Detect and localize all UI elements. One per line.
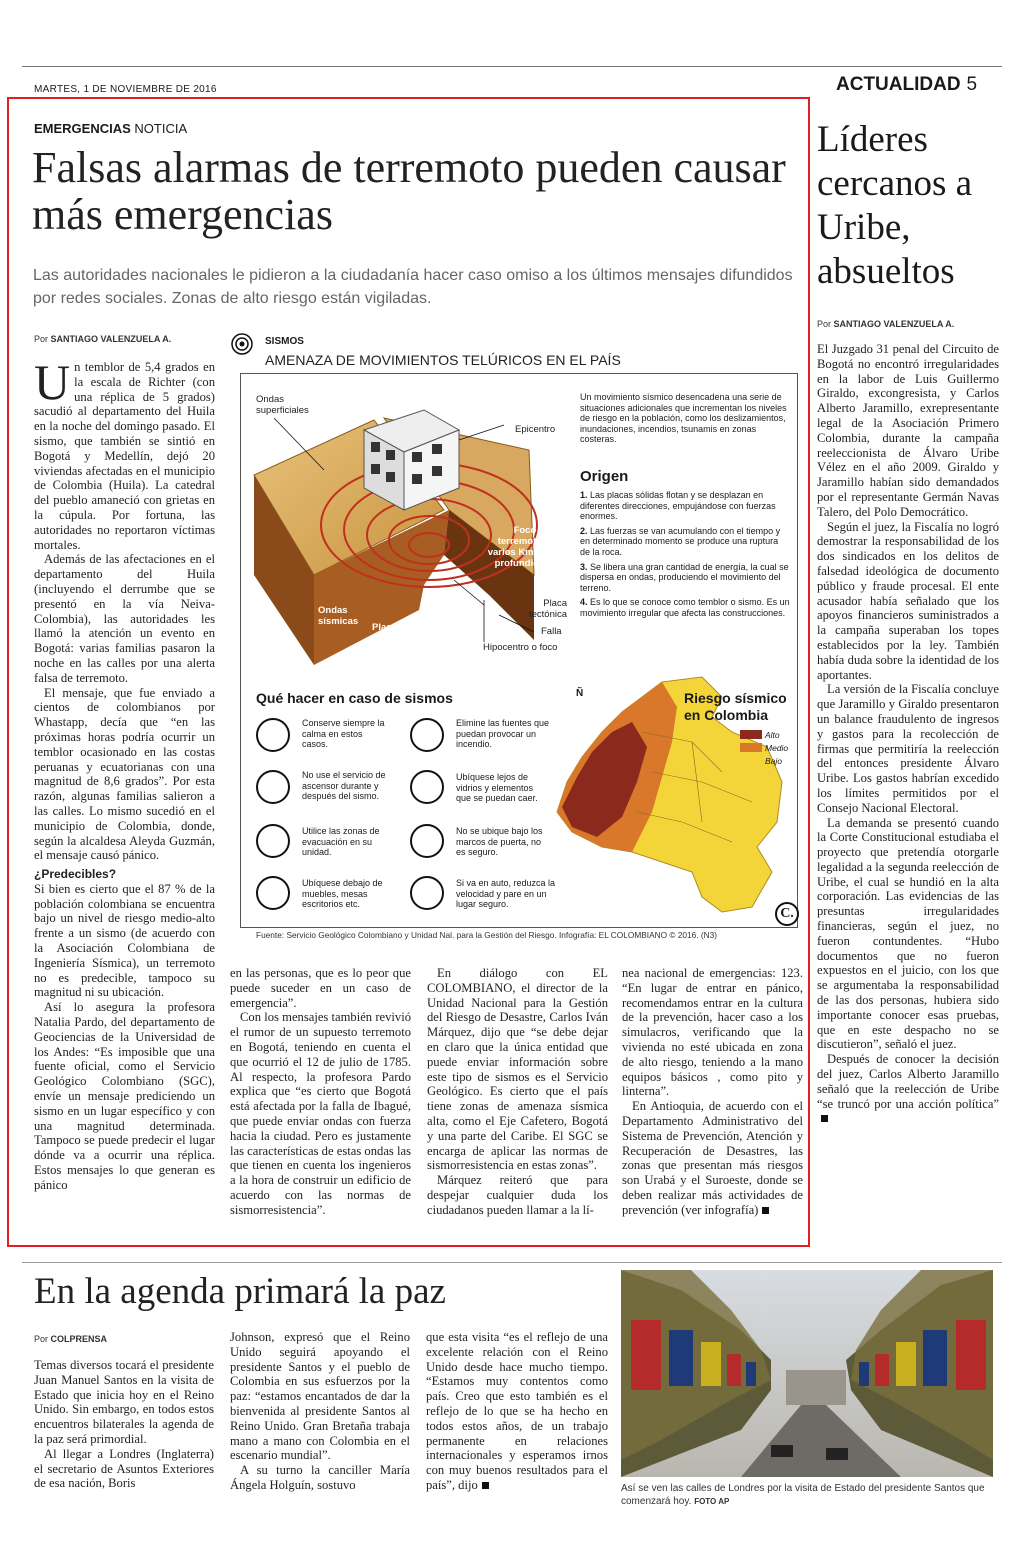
main-subhead: Las autoridades nacionales le pidieron a la ciudadanía hacer caso omiso a los últimos mensajes difundidos por redes sociales. Zonas de alto riesgo están vigiladas. [33, 267, 793, 307]
north-mark: Ñ [576, 688, 584, 699]
origen-num: 4. [580, 597, 588, 608]
label-ondas-sismicas: Ondas sísmicas [318, 605, 359, 627]
tip-8: Si va en auto, reduzca la velocidad y pare en un lugar seguro. [456, 878, 556, 910]
byline-prefix: Por [34, 334, 49, 344]
origen-item [580, 562, 790, 594]
label-hipocentro: Hipocentro o foco [483, 642, 558, 653]
que-hacer-title: Qué hacer en caso de sismos [256, 690, 453, 706]
bottom-col-3 [426, 1330, 608, 1493]
main-col-4 [622, 966, 803, 1218]
car-icon [410, 876, 444, 910]
bottom-col2-paragraph-1: Johnson, expresó que el Reino Unido seguirá apoyando el presidente Santos y el pueblo de Colombia en sus esfuerzos por la paz: “estamos encantados de dar la bienvenida al presidente Santos al Reino Unido. Gran Bretaña trabaja mano a mano con Colombia en el escenario mundial”. [230, 1330, 410, 1463]
bottom-col1-paragraph-1: Temas diversos tocará el presidente Juan Manuel Santos en la visita de Estado que inicia hoy en el Reino Unido. Sin embargo, en todos estos encuentros bilaterales la agenda de la paz será primordial. [34, 1358, 214, 1446]
evacuation-route-icon [256, 824, 290, 858]
main-col-1 [34, 354, 215, 1193]
col3-paragraph-1: En diálogo con EL COLOMBIANO, el director de la Unidad Nacional para la Gestión del Riesgo de Desastre, Carlos Iván Márquez, dijo que “se debe dejar en claro que la única entidad que puede enviar información sobre este tipo de sismos es el Servicio Geológico. Es cierto que el país tiene zonas de amenaza sísmica alta, como el Eje Cafetero, Bogotá y una parte del Caribe. El SGC se encarga de aplicar las normas de sismorresistencia en estas zonas”. [427, 966, 608, 1173]
legend-item-medio [740, 741, 788, 754]
side-body [817, 342, 999, 1126]
kicker-category: EMERGENCIAS [34, 121, 131, 136]
bottom-separator [22, 1262, 1002, 1263]
take-cover-icon [256, 876, 290, 910]
elevator-icon [256, 770, 290, 804]
gas-valve-icon [410, 718, 444, 752]
origen-num: 2. [580, 525, 588, 536]
section-header [836, 74, 977, 96]
end-mark-icon [762, 1207, 769, 1214]
byline-author: SANTIAGO VALENZUELA A. [50, 334, 172, 344]
legend-label: Medio [765, 742, 789, 753]
byline-author: SANTIAGO VALENZUELA A. [833, 319, 955, 329]
seismic-target-icon [231, 333, 253, 355]
tip-3: No use el servicio de ascensor durante y después del sismo. [302, 770, 386, 802]
col1-subtitle: ¿Predecibles? [34, 867, 117, 882]
infographic-title: AMENAZA DE MOVIMIENTOS TELÚRICOS EN EL PAÍS [265, 352, 621, 368]
london-street-photo [621, 1270, 993, 1477]
bottom-headline: En la agenda primará la paz [34, 1271, 446, 1312]
end-mark-icon [482, 1482, 489, 1489]
tip-6: No se ubique bajo los marcos de puerta, no es seguro. [456, 826, 543, 858]
bottom-col2-paragraph-2: A su turno la canciller María Ángela Holguín, sostuvo [230, 1463, 410, 1492]
infographic-source: Fuente: Servicio Geológico Colombiano y Unidad Nal. para la Gestión del Riesgo. Infografía: EL COLOMBIANO © 2016. (N3) [256, 930, 717, 940]
col4-paragraph-2: En Antioquia, de acuerdo con el Departamento Administrativo del Sistema de Prevención, Atención y Recuperación de Desastres, las zonas que presentan más riesgos son Urabá y el Suroeste, donde se deben realizar más actividades de prevención (ver infografía) [622, 1099, 803, 1217]
label-epicentro: Epicentro [515, 424, 556, 435]
legend-swatch [740, 743, 762, 752]
label-falla: Falla [541, 626, 562, 637]
infographic-label: SISMOS [265, 336, 304, 347]
drop-cap: U [34, 354, 71, 410]
el-colombiano-logo: C. [775, 902, 799, 926]
col2-paragraph-2: Con los mensajes también revivió el rumor de un supuesto terremoto en Bogotá, teniendo en cuenta el que ocurrió el 12 de julio de 1785. Al respecto, la profesora Pardo explica que “es cierto que Bogotá está afectada por la falla de Ibagué, que puede enviar ondas con fuerza hacia la ciudad. Pero es justamente las características de estas ondas las que tienen en cuenta los ingenieros a la hora de construir un edificio de acuerdo con las normas de sismorresistencia”. [230, 1010, 411, 1217]
col1-paragraph-2: Además de las afectaciones en el departamento del Huila (incluyendo el derrumbe que se presentó en la vía Neiva-Colombia), las autoridades les llamó la atención un evento en Bogotá: varias familias pasaron la noche en las calles por una alerta falsa de terremoto. [34, 552, 215, 685]
origen-text: Se libera una gran cantidad de energía, la cual se dispersa en ondas, produciendo el movimiento del terreno. [580, 561, 789, 593]
tip-4: Ubíquese lejos de vidrios y elementos que se puedan caer. [456, 772, 538, 804]
side-paragraph-2: Según el juez, la Fiscalía no logró demostrar la responsabilidad de los dos sindicados en los delitos de falsedad ideológica de documento público y fraude procesal. El ente acusador había señalado que los apoyos financieros suministrados a la campaña superaban los topes establecidos por la ley. También había duda sobre la identidad de los aportantes. [817, 519, 999, 682]
legend-item-alto [740, 728, 788, 741]
bottom-col1-paragraph-2: Al llegar a Londres (Inglaterra) el secretario de Asuntos Exteriores de esa nación, Boris [34, 1446, 214, 1491]
tip-7: Ubíquese debajo de muebles, mesas escritorios etc. [302, 878, 383, 910]
top-rule [22, 66, 1002, 67]
byline-prefix: Por [817, 319, 832, 329]
end-mark-icon [821, 1115, 828, 1122]
tip-5: Utilice las zonas de evacuación en su unidad. [302, 826, 380, 858]
caption-text: Así se ven las calles de Londres por la visita de Estado del presidente Santos que comenzará hoy. [621, 1483, 985, 1507]
kicker-type: NOTICIA [134, 121, 188, 136]
side-paragraph-1: El Juzgado 31 penal del Circuito de Bogotá no encontró irregularidades en la labor de Luis Guillermo Giraldo, excongresista, y Carlos Alberto Jaramillo, exrepresentante legal de la Asociación Primero Colombia, durante la campaña reeleccionista de Álvaro Uribe Vélez en el año 2009. Giraldo y Jaramillo habían sido demandados por el representante Germán Navas Talero, del Polo Democrático. [817, 342, 999, 519]
main-col-3 [427, 966, 608, 1218]
origen-text: Las fuerzas se van acumulando con el tiempo y en determinado momento se produce una ruptura de la roca. [580, 525, 781, 557]
page-number: 5 [966, 74, 978, 95]
bottom-col-2 [230, 1330, 410, 1493]
col2-paragraph-1: en las personas, que es lo peor que puede suceder en un caso de emergencia”. [230, 966, 411, 1010]
origen-item [580, 490, 790, 522]
map-title: Riesgo sísmico en Colombia [684, 690, 787, 723]
col1-paragraph-3: El mensaje, que fue enviado a cientos de colombianos por Whastapp, decía que “en las próximas horas podría ocurrir un temblor ocasionado en las costas peruanas y ecuatorianas con una magnitud de 8,6 grados”. Por esta razón, algunas familias salieron a las calles. Lo mismo sucedió en el municipio de Colombia, donde, según la alcaldesa Aleyda Guzmán, el mensaje causó pánico. [34, 685, 215, 863]
person-calm-icon [256, 718, 290, 752]
issue-date: MARTES, 1 DE NOVIEMBRE DE 2016 [34, 84, 217, 95]
origen-text: Es lo que se conoce como temblor o sismo. Es un movimiento irregular que afecta las construcciones. [580, 597, 790, 618]
origen-num: 3. [580, 561, 588, 572]
main-byline [34, 334, 171, 344]
origen-item [580, 526, 790, 558]
doorframe-icon [410, 824, 444, 858]
col4-paragraph-1: nea nacional de emergencias: 123. “En lugar de entrar en pánico, recomendamos entrar en la cultura de la prevención, hacer caso a los simulacros, verificando que la vivienda no esté ubicada en zona de alto riesgo, teniendo a la mano equipos básicos , como pito y linterna”. [622, 966, 803, 1099]
label-placa-left: Placa tectónica [372, 622, 414, 644]
side-paragraph-4: La demanda se presentó cuando la Corte Constitucional estudiaba el proyecto que pretendía otorgarle legalidad a la segunda reelección de Uribe, el cual se hundió en la alta corporación. Las evidencias de las presuntas irregularidades financieras, según el juez, no fueron contundentes. “Hubo documentos que no fueron expuestos en el juicio, con los que se argumentaba la responsabilidad de las dos personas, hubiera sido importante conocer esas pruebas, que en este despacho no se discutieron”, señaló el juez. [817, 815, 999, 1052]
legend-label: Alto [765, 729, 780, 740]
caption-credit: FOTO AP [694, 1497, 730, 1506]
legend-item-bajo [740, 754, 788, 767]
tip-1: Conserve siempre la calma en estos casos. [302, 718, 385, 750]
side-byline [817, 319, 954, 329]
col1-paragraph-1: n temblor de 5,4 grados en la escala de Richter (con una réplica de 5 grados) sacudió al departamento del Huila en la noche del domingo pasado. El sismo, que también se sintió en Bogotá y Medellín, dejó 20 viviendas afectadas en el municipio de Colombia (Huila). La catedral del pueblo amaneció con grietas en la cúpula. Por fortuna, las autoridades no reportaron víctimas mortales. [34, 360, 215, 552]
infographic-intro: Un movimiento sísmico desencadena una serie de situaciones adicionales que incrementan los niveles de riesgo en la población, como los deslizamientos, inundaciones, incendios, tsunamis en zonas costeras. [580, 392, 787, 444]
falling-tv-icon [410, 770, 444, 804]
origen-item [580, 597, 790, 618]
label-foco: Foco de terremoto a varios Km. de profundidad [487, 525, 550, 569]
legend-swatch [740, 756, 762, 765]
col1-paragraph-5: Así lo asegura la profesora Natalia Pardo, del departamento de Geociencias de la Universidad de los Andes: “Es imposible que una fuente oficial, como el Servicio Geológico Colombiano (SGC), envíe un mensaje prediciendo un sismo en un lugar específico y con una magnitud determinada. Tampoco se puede predecir el lugar dónde va a ocurrir una réplica. Estos mensajes lo que generan es pánico [34, 1000, 215, 1192]
section-name: ACTUALIDAD [836, 74, 961, 95]
tip-2: Elimine las fuentes que puedan provocar un incendio. [456, 718, 550, 750]
main-headline: Falsas alarmas de terremoto pueden causar más emergencias [32, 143, 786, 239]
origen-title: Origen [580, 468, 629, 485]
side-paragraph-3: La versión de la Fiscalía concluye que Jaramillo y Giraldo presentaron un balance fraudulento de ingresos y gastos para la recolección de firmas que permitiría la reelección del entonces presidente Álvaro Uribe. Los gastos habrían excedido los límites permitidos por el Consejo Nacional Electoral. [817, 682, 999, 815]
legend-swatch [740, 730, 762, 739]
side-headline: Líderes cercanos a Uribe, absueltos [817, 119, 973, 292]
photo-caption [621, 1482, 993, 1508]
article-kicker [34, 121, 187, 136]
side-paragraph-5-wrap [817, 1052, 999, 1126]
byline-prefix: Por [34, 1334, 49, 1344]
col3-paragraph-2: Márquez reiteró que para despejar cualquier duda los ciudadanos pueden llamar a la lí- [427, 1173, 608, 1217]
main-col-2 [230, 966, 411, 1218]
label-placa-right: Placa tectónica [528, 598, 567, 620]
legend-label: Bajo [765, 755, 783, 766]
side-paragraph-5: Después de conocer la decisión del juez, Carlos Alberto Jaramillo señaló que la reelección de Uribe “se truncó por una acción política” [817, 1052, 999, 1111]
origen-list [580, 490, 790, 623]
origen-text: Las placas sólidas flotan y se desplazan en diferentes direcciones, empujándose con fuerzas enormes. [580, 490, 776, 522]
label-ondas-superficiales: Ondas superficiales [256, 394, 309, 416]
map-legend [740, 728, 788, 767]
bottom-col3-wrap [426, 1330, 608, 1493]
col4-paragraph-2-wrap [622, 1099, 803, 1217]
col1-paragraph-4: Si bien es cierto que el 87 % de la población colombiana se encuentra bajo un nivel de riesgo medio-alto frente a un sismo (de acuerdo con la Asociación Colombiana de Ingeniería Sísmica), un terremoto no es predecible, tampoco su magnitud ni su ubicación. [34, 881, 215, 1000]
byline-author: COLPRENSA [50, 1334, 108, 1344]
origen-num: 1. [580, 490, 588, 500]
bottom-col3-paragraph-1: que esta visita “es el reflejo de una excelente relación con el Reino Unido desde hace mucho tiempo. “Estamos muy contentos como país. Creo que esto también es el reflejo de lo que se ha hecho en todos estos años, de un trabajo permanente en relaciones internacionales y esperamos irnos con muy buenos resultados para el país”, dijo [426, 1330, 608, 1492]
bottom-col-1 [34, 1358, 214, 1491]
bottom-byline [34, 1334, 107, 1344]
